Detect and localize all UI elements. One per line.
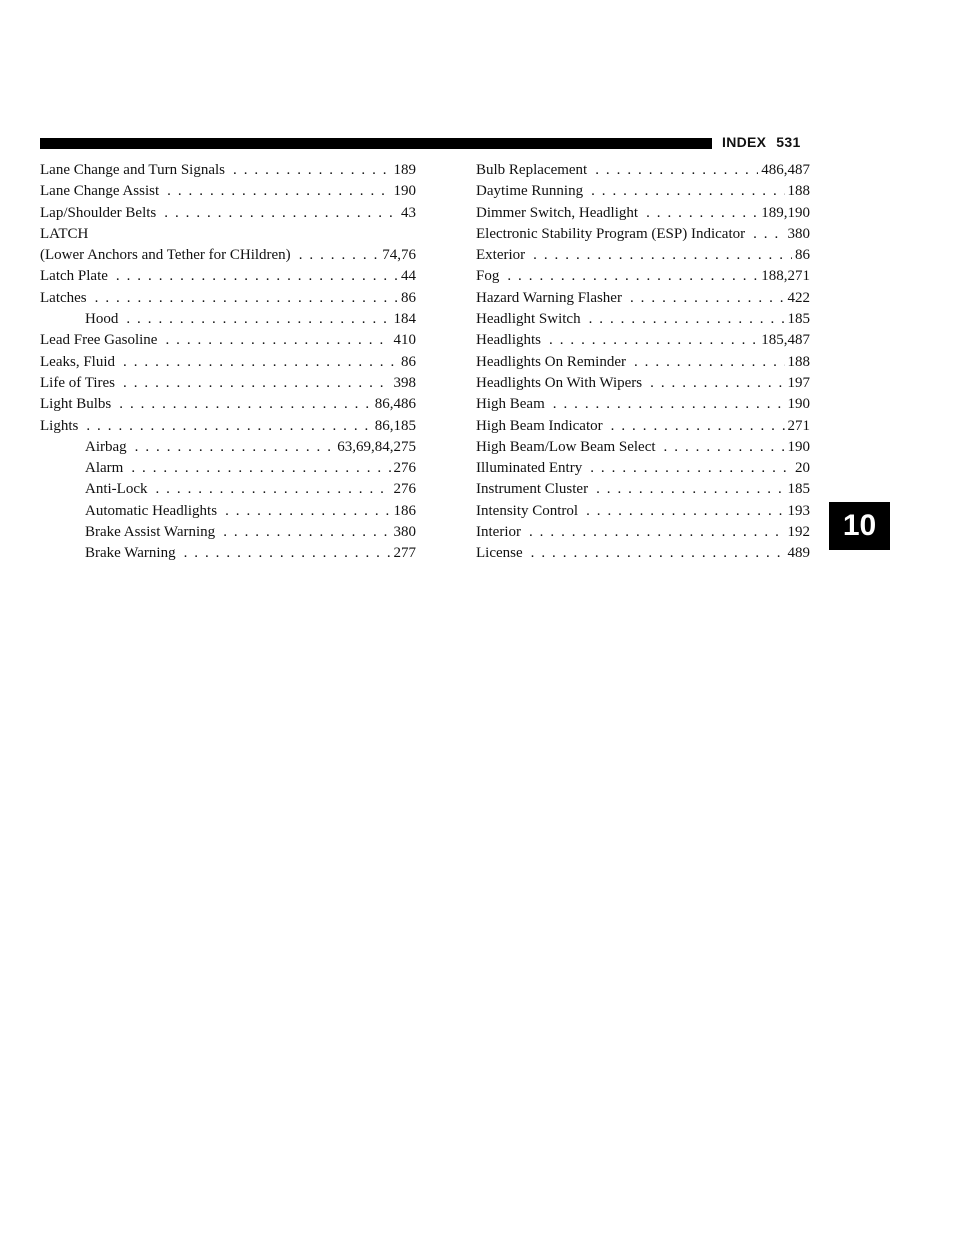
index-entry — [40, 181, 416, 202]
index-entry — [476, 352, 810, 373]
index-term: Intensity Control — [476, 502, 579, 519]
index-entry — [476, 416, 810, 437]
index-term: Automatic Headlights — [85, 502, 218, 519]
dot-leader — [123, 352, 398, 373]
dot-leader — [233, 160, 391, 181]
index-page-ref: 193 — [787, 502, 810, 519]
dot-leader — [529, 522, 785, 543]
index-term: Brake Assist Warning — [85, 524, 216, 541]
index-page-ref: 86,486 — [374, 396, 416, 413]
dot-leader — [507, 266, 758, 287]
index-entry — [40, 160, 416, 181]
index-term: Dimmer Switch, Headlight — [476, 204, 639, 221]
index-entry — [40, 245, 416, 266]
index-entry — [40, 352, 416, 373]
dot-leader — [611, 416, 785, 437]
dot-leader — [590, 458, 792, 479]
dot-leader — [596, 479, 784, 500]
index-page-ref: 86 — [401, 353, 416, 370]
index-entry — [476, 245, 810, 266]
index-term: Brake Warning — [85, 545, 176, 562]
index-term: High Beam Indicator — [476, 417, 603, 434]
index-page-ref: 74,76 — [382, 247, 416, 264]
index-page-ref: 185 — [787, 311, 810, 328]
index-page-ref: 276 — [393, 481, 416, 498]
dot-leader — [650, 373, 784, 394]
index-entry — [476, 522, 810, 543]
section-tab: 10 — [829, 502, 890, 550]
dot-leader — [165, 330, 390, 351]
index-term: Latches — [40, 289, 87, 306]
index-term: Headlight Switch — [476, 311, 581, 328]
index-term: Headlights — [476, 332, 541, 349]
index-entry — [476, 437, 810, 458]
index-entry — [476, 543, 810, 564]
index-page-ref: 422 — [787, 289, 810, 306]
running-header — [722, 134, 801, 150]
dot-leader — [167, 181, 390, 202]
index-page-ref: 398 — [393, 374, 416, 391]
dot-leader — [591, 181, 784, 202]
index-entry — [40, 416, 416, 437]
index-entry — [476, 394, 810, 415]
index-page-ref: 44 — [401, 268, 416, 285]
index-entry — [40, 522, 416, 543]
index-entry — [40, 543, 416, 564]
index-page-ref: 380 — [393, 524, 416, 541]
dot-leader — [646, 203, 758, 224]
index-term: High Beam/Low Beam Select — [476, 438, 656, 455]
index-term: Electronic Stability Program (ESP) Indicator — [476, 225, 746, 242]
dot-leader — [553, 394, 785, 415]
index-page-ref: 185,487 — [761, 332, 810, 349]
index-entry — [476, 224, 810, 245]
dot-leader — [299, 245, 380, 266]
index-term: Exterior — [476, 247, 526, 264]
index-page-ref: 186 — [393, 502, 416, 519]
dot-leader — [586, 501, 784, 522]
index-page-ref: 189,190 — [761, 204, 810, 221]
index-term: Lights — [40, 417, 79, 434]
index-term: High Beam — [476, 396, 545, 413]
index-term: Leaks, Fluid — [40, 353, 115, 370]
index-term: Light Bulbs — [40, 396, 112, 413]
dot-leader — [116, 266, 398, 287]
index-page-ref: 86 — [795, 247, 810, 264]
index-entry — [476, 309, 810, 330]
index-page-ref: 489 — [787, 545, 810, 562]
index-page-ref: 20 — [795, 460, 810, 477]
index-entry — [40, 309, 416, 330]
index-term: Interior — [476, 524, 521, 541]
index-term: Life of Tires — [40, 374, 115, 391]
index-term: Airbag — [85, 438, 127, 455]
dot-leader — [531, 543, 785, 564]
index-entry — [40, 373, 416, 394]
index-page-ref: 271 — [787, 417, 810, 434]
dot-leader — [589, 309, 785, 330]
index-term: Lap/Shoulder Belts — [40, 204, 157, 221]
index-entry — [40, 501, 416, 522]
index-term: Headlights On Reminder — [476, 353, 626, 370]
index-entry — [476, 203, 810, 224]
index-term: Lane Change and Turn Signals — [40, 162, 225, 178]
index-entry — [476, 266, 810, 287]
index-term: Lead Free Gasoline — [40, 332, 158, 349]
index-term: Daytime Running — [476, 183, 584, 200]
index-term: Instrument Cluster — [476, 481, 589, 498]
index-term: Hood — [85, 311, 119, 328]
header-page-number: 531 — [776, 134, 801, 150]
index-page-ref: 184 — [393, 311, 416, 328]
index-page-ref: 190 — [787, 438, 810, 455]
index-page-ref: 277 — [393, 545, 416, 562]
index-page-ref: 188 — [787, 353, 810, 370]
dot-leader — [126, 309, 390, 330]
index-term: License — [476, 545, 523, 562]
index-entry — [40, 437, 416, 458]
index-term: Lane Change Assist — [40, 183, 160, 200]
index-page-ref: 410 — [393, 332, 416, 349]
dot-leader — [630, 288, 785, 309]
header-rule — [40, 138, 712, 149]
index-term: Illuminated Entry — [476, 460, 583, 477]
index-page-ref: 380 — [787, 225, 810, 242]
index-term: Anti-Lock — [85, 481, 148, 498]
index-page-ref: 188 — [787, 183, 810, 200]
dot-leader — [225, 501, 390, 522]
index-entry — [476, 181, 810, 202]
index-column-left — [40, 160, 416, 565]
index-page-ref: 185 — [787, 481, 810, 498]
index-column-right — [476, 160, 810, 565]
dot-leader — [533, 245, 792, 266]
index-term: Latch Plate — [40, 268, 108, 285]
index-page-ref: 190 — [787, 396, 810, 413]
dot-leader — [123, 373, 391, 394]
index-page-ref: 197 — [787, 374, 810, 391]
index-term: LATCH — [40, 225, 89, 242]
index-entry — [40, 203, 416, 224]
index-page-ref: 190 — [393, 183, 416, 200]
index-page-ref: 188,271 — [761, 268, 810, 285]
dot-leader — [155, 479, 390, 500]
index-page-ref: 63,69,84,275 — [337, 438, 416, 455]
index-entry — [476, 330, 810, 351]
index-term: Headlights On With Wipers — [476, 374, 643, 391]
index-entry — [476, 458, 810, 479]
index-entry — [40, 224, 416, 245]
index-page-ref: 276 — [393, 460, 416, 477]
index-page-ref: 486,487 — [761, 162, 810, 178]
dot-leader — [664, 437, 785, 458]
dot-leader — [135, 437, 335, 458]
index-page-ref: 192 — [787, 524, 810, 541]
dot-leader — [223, 522, 390, 543]
index-entry — [40, 458, 416, 479]
index-entry — [476, 160, 810, 181]
index-term: Hazard Warning Flasher — [476, 289, 622, 306]
index-page-ref: 189 — [393, 162, 416, 178]
index-entry — [40, 266, 416, 287]
index-entry — [476, 288, 810, 309]
index-page-ref: 86 — [401, 289, 416, 306]
dot-leader — [131, 458, 390, 479]
index-entry — [476, 373, 810, 394]
index-term: Fog — [476, 268, 500, 285]
index-entry — [40, 330, 416, 351]
index-entry — [476, 501, 810, 522]
index-page-ref: 86,185 — [374, 417, 416, 434]
index-entry — [40, 394, 416, 415]
index-entry — [40, 479, 416, 500]
header-title: INDEX — [722, 134, 767, 150]
index-entry — [40, 288, 416, 309]
index-term: (Lower Anchors and Tether for CHildren) — [40, 247, 291, 264]
index-entry — [476, 479, 810, 500]
dot-leader — [86, 416, 371, 437]
dot-leader — [595, 160, 758, 181]
dot-leader — [634, 352, 785, 373]
index-term: Bulb Replacement — [476, 162, 588, 178]
dot-leader — [164, 203, 398, 224]
dot-leader — [753, 224, 784, 245]
dot-leader — [549, 330, 758, 351]
index-term: Alarm — [85, 460, 124, 477]
dot-leader — [95, 288, 398, 309]
dot-leader — [119, 394, 371, 415]
dot-leader — [184, 543, 391, 564]
index-page-ref: 43 — [401, 204, 416, 221]
